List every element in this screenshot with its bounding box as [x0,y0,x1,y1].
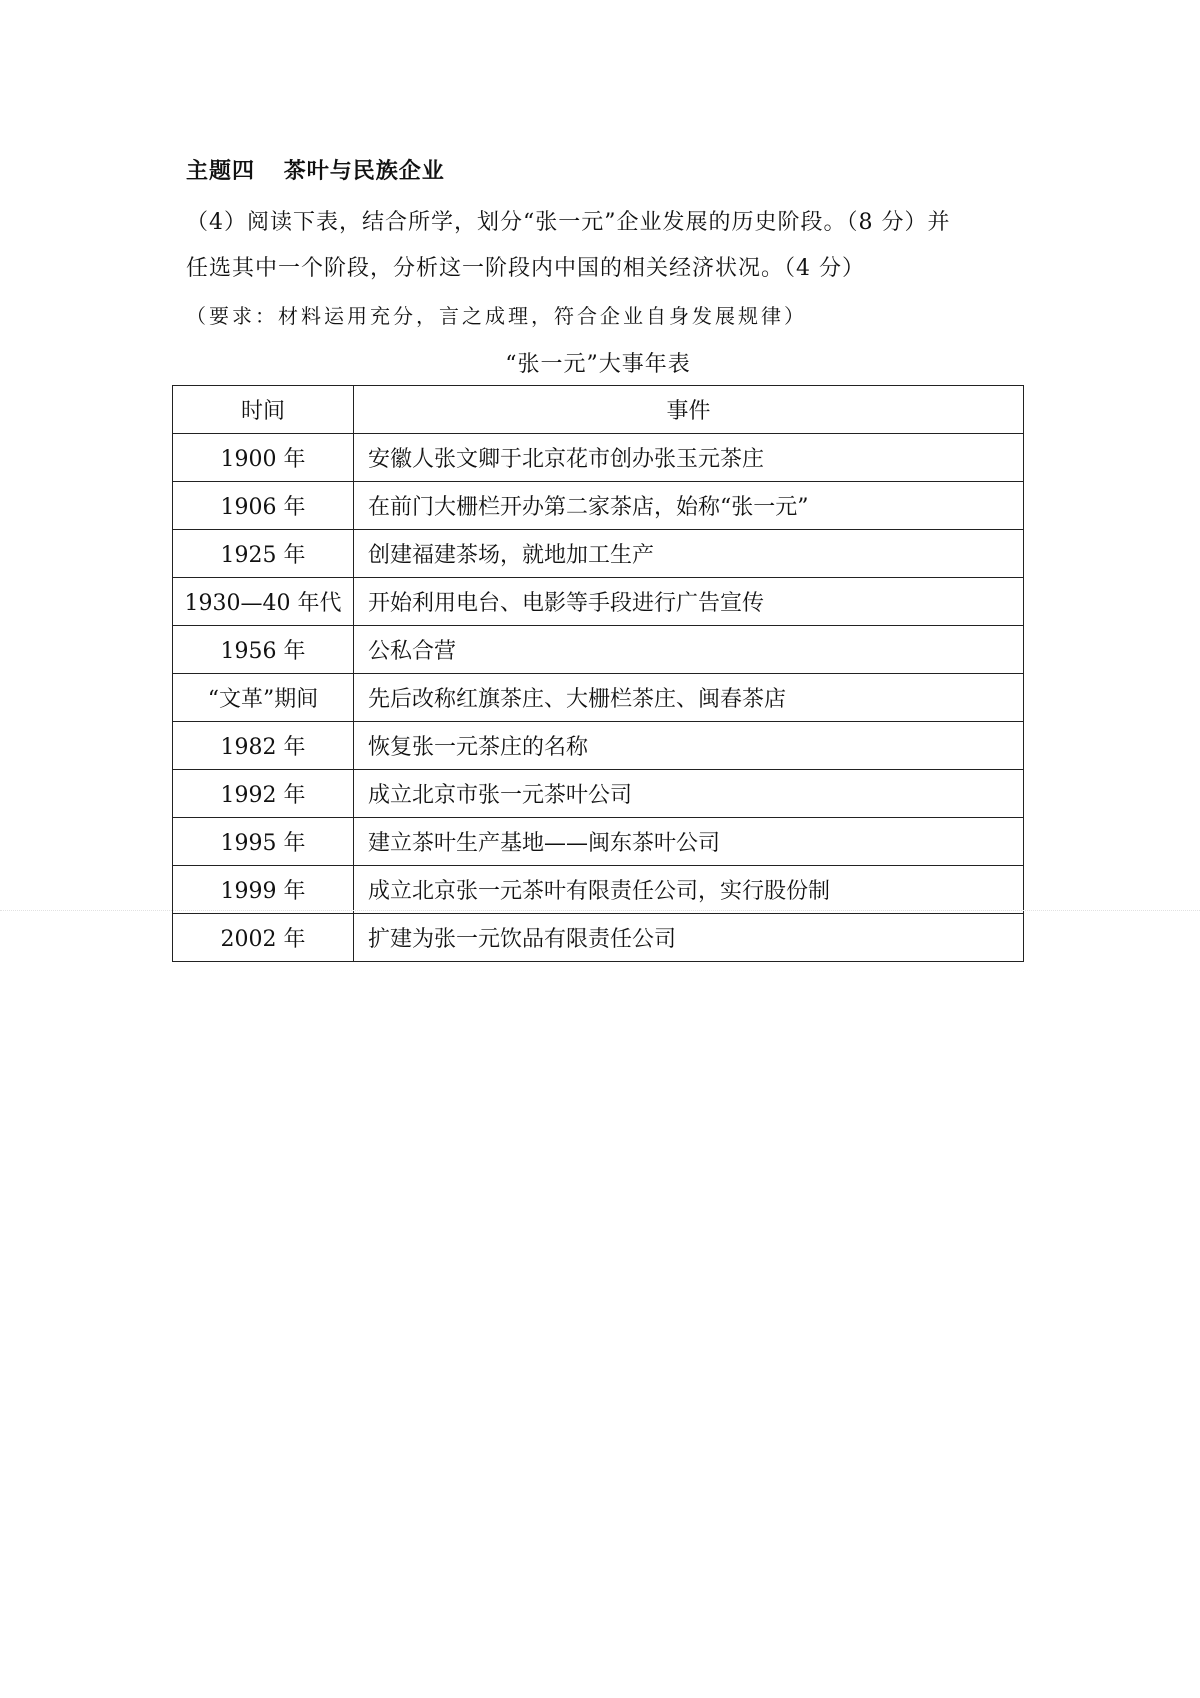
event-cell: 安徽人张文卿于北京花市创办张玉元茶庄 [354,434,1024,482]
time-cell: 2002 年 [173,914,354,962]
table-row [173,722,1024,770]
event-cell: 建立茶叶生产基地——闽东茶叶公司 [354,818,1024,866]
table-row [173,866,1024,914]
time-cell: 1900 年 [173,434,354,482]
time-cell: 1956 年 [173,626,354,674]
page-divider [0,910,1200,911]
column-header-time: 时间 [173,386,354,434]
time-cell: 1995 年 [173,818,354,866]
table-header-row [173,386,1024,434]
time-cell: 1999 年 [173,866,354,914]
time-cell: 1906 年 [173,482,354,530]
event-cell: 创建福建茶场，就地加工生产 [354,530,1024,578]
answer-requirement: （要求：材料运用充分，言之成理，符合企业自身发展规律） [186,304,807,328]
table-row [173,626,1024,674]
table-row [173,770,1024,818]
table-row [173,914,1024,962]
event-cell: 公私合营 [354,626,1024,674]
time-cell: 1930—40 年代 [173,578,354,626]
table-row [173,530,1024,578]
table-row [173,434,1024,482]
time-cell: 1992 年 [173,770,354,818]
table-row [173,482,1024,530]
section-title: 茶叶与民族企业 [283,159,445,184]
event-cell: 先后改称红旗茶庄、大栅栏茶庄、闽春茶店 [354,674,1024,722]
table-row [173,578,1024,626]
event-cell: 成立北京张一元茶叶有限责任公司，实行股份制 [354,866,1024,914]
table-row [173,674,1024,722]
question-line-2: 任选其中一个阶段，分析这一阶段内中国的相关经济状况。（4 分） [186,256,865,281]
table-body [173,434,1024,962]
event-cell: 扩建为张一元饮品有限责任公司 [354,914,1024,962]
section-number: 主题四 [186,159,256,184]
event-cell: 恢复张一元茶庄的名称 [354,722,1024,770]
table-row [173,818,1024,866]
table-title: “张一元”大事年表 [505,352,691,377]
column-header-event: 事件 [354,386,1024,434]
events-table [172,385,1024,962]
time-cell: 1925 年 [173,530,354,578]
event-cell: 开始利用电台、电影等手段进行广告宣传 [354,578,1024,626]
question-line-1: （4）阅读下表，结合所学，划分“张一元”企业发展的历史阶段。（8 分）并 [186,210,951,235]
section-heading [186,154,445,185]
time-cell: 1982 年 [173,722,354,770]
time-cell: “文革”期间 [173,674,354,722]
event-cell: 在前门大栅栏开办第二家茶店，始称“张一元” [354,482,1024,530]
event-cell: 成立北京市张一元茶叶公司 [354,770,1024,818]
question-text [186,200,1034,292]
